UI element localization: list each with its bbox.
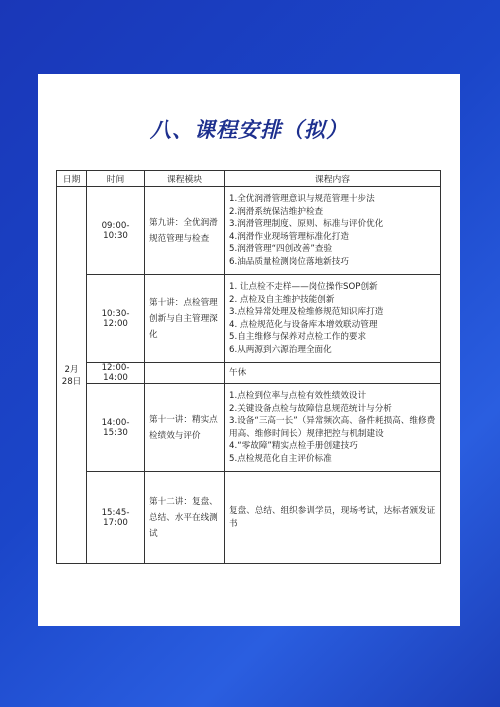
time-cell: 12:00-14:00 <box>87 363 145 384</box>
content-line: 1. 让点检不走样——岗位操作SOP创新 <box>229 282 378 292</box>
content-line: 3.润滑管理制度、原则、标准与评价优化 <box>229 219 384 229</box>
content-cell <box>225 472 441 564</box>
module-cell: 第九讲：全优润滑规范管理与检查 <box>145 187 225 275</box>
header-time: 时间 <box>87 171 145 187</box>
table-header-row <box>57 171 441 187</box>
module-cell: 第十二讲：复盘、总结、水平在线测试 <box>145 472 225 564</box>
table-row <box>57 187 441 275</box>
content-cell <box>225 384 441 472</box>
module-cell <box>145 363 225 384</box>
table-row <box>57 275 441 363</box>
content-line: 5.自主维修与保养对点检工作的要求 <box>229 332 367 342</box>
content-line: 6.油品质量检测岗位落地新技巧 <box>229 256 349 267</box>
content-line: 3.设备“三高一长”（异常频次高、备件耗损高、维修费用高、维修时间长）规律把控与机制建设 <box>229 416 436 439</box>
schedule-table <box>56 170 441 564</box>
module-cell: 第十讲：点检管理创新与自主管理深化 <box>145 275 225 363</box>
header-content: 课程内容 <box>225 171 441 187</box>
table-row <box>57 384 441 472</box>
content-line: 4.“零故障”精实点检手册创建技巧 <box>229 441 358 451</box>
content-line: 2. 点检及自主维护技能创新 <box>229 294 335 305</box>
table-row <box>57 472 441 564</box>
document-page <box>38 74 460 626</box>
date-cell: 2月28日 <box>57 187 87 564</box>
table-row <box>57 363 441 384</box>
content-cell <box>225 275 441 363</box>
content-line: 4. 点检规范化与设备库本增效联动管理 <box>229 319 378 330</box>
content-line: 1.点检到位率与点检有效性绩效设计 <box>229 391 367 401</box>
content-line: 1.全优润滑管理意识与规范管理十步法 <box>229 194 375 204</box>
content-line: 5.润滑管理“四创改善”查验 <box>229 244 333 254</box>
time-cell: 15:45-17:00 <box>87 472 145 564</box>
content-line: 2.关键设备点检与故障信息规范统计与分析 <box>229 403 392 414</box>
content-line: 2.润滑系统保洁维护检查 <box>229 206 324 217</box>
time-cell: 14:00-15:30 <box>87 384 145 472</box>
header-module: 课程模块 <box>145 171 225 187</box>
content-line: 午休 <box>229 367 247 378</box>
content-cell <box>225 363 441 384</box>
content-line: 5.点检规范化自主评价标准 <box>229 453 332 464</box>
content-cell <box>225 187 441 275</box>
content-line: 4.润滑作业现场管理标准化打造 <box>229 231 349 242</box>
module-cell: 第十一讲：精实点检绩效与评价 <box>145 384 225 472</box>
header-date: 日期 <box>57 171 87 187</box>
content-line: 3.点检异常处理及检维修规范知识库打造 <box>229 307 384 317</box>
time-cell: 10:30-12:00 <box>87 275 145 363</box>
time-cell: 09:00-10:30 <box>87 187 145 275</box>
content-line: 复盘、总结、组织参训学员，现场考试，达标者颁发证书 <box>229 506 436 529</box>
page-title: 八、课程安排（拟） <box>150 118 348 142</box>
content-line: 6.从两源到六源治理全面化 <box>229 344 332 355</box>
